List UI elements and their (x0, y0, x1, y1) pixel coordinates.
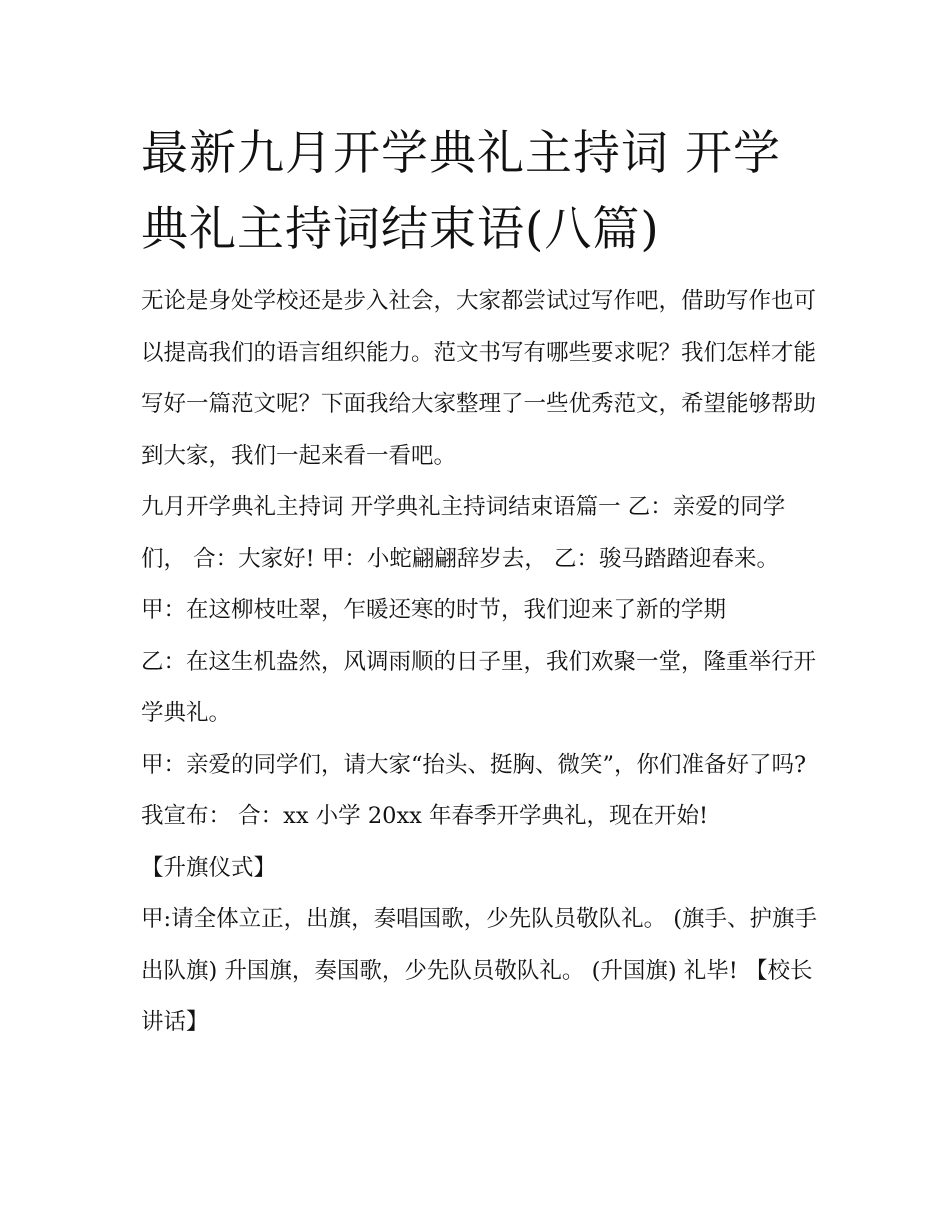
paragraph-opening: 九月开学典礼主持词 开学典礼主持词结束语篇一 乙：亲爱的同学们， 合：大家好! 甲：小蛇翩翩辞岁去， 乙：骏马踏踏迎春来。 (141, 494, 786, 572)
paragraph-jia-1: 甲：在这柳枝吐翠，乍暖还寒的时节，我们迎来了新的学期 (141, 597, 727, 623)
document-body (141, 116, 821, 1049)
paragraph-yi-1: 乙：在这生机盎然，风调雨顺的日子里，我们欢聚一堂，隆重举行开学典礼。 (141, 648, 817, 726)
paragraph-flag-ceremony: 甲:请全体立正，出旗，奏唱国歌，少先队员敬队礼。 (旗手、护旗手出队旗) 升国旗，奏国歌，少先队员敬队礼。 (升国旗) 礼毕! 【校长讲话】 (141, 906, 818, 1035)
paragraph-intro: 无论是身处学校还是步入社会，大家都尝试过写作吧，借助写作也可以提高我们的语言组织能力。范文书写有哪些要求呢？我们怎样才能写好一篇范文呢？下面我给大家整理了一些优秀范文，希望能够帮助到大家，我们一起来看一看吧。 (141, 288, 817, 469)
document-title: 最新九月开学典礼主持词 开学典礼主持词结束语(八篇) (141, 126, 781, 257)
section-heading-flag-raising: 【升旗仪式】 (141, 854, 277, 881)
paragraph-jia-2: 甲：亲爱的同学们，请大家“抬头、挺胸、微笑”，你们准备好了吗?我宣布： 合：xx 小学 20xx 年春季开学典礼，现在开始! (141, 751, 807, 829)
